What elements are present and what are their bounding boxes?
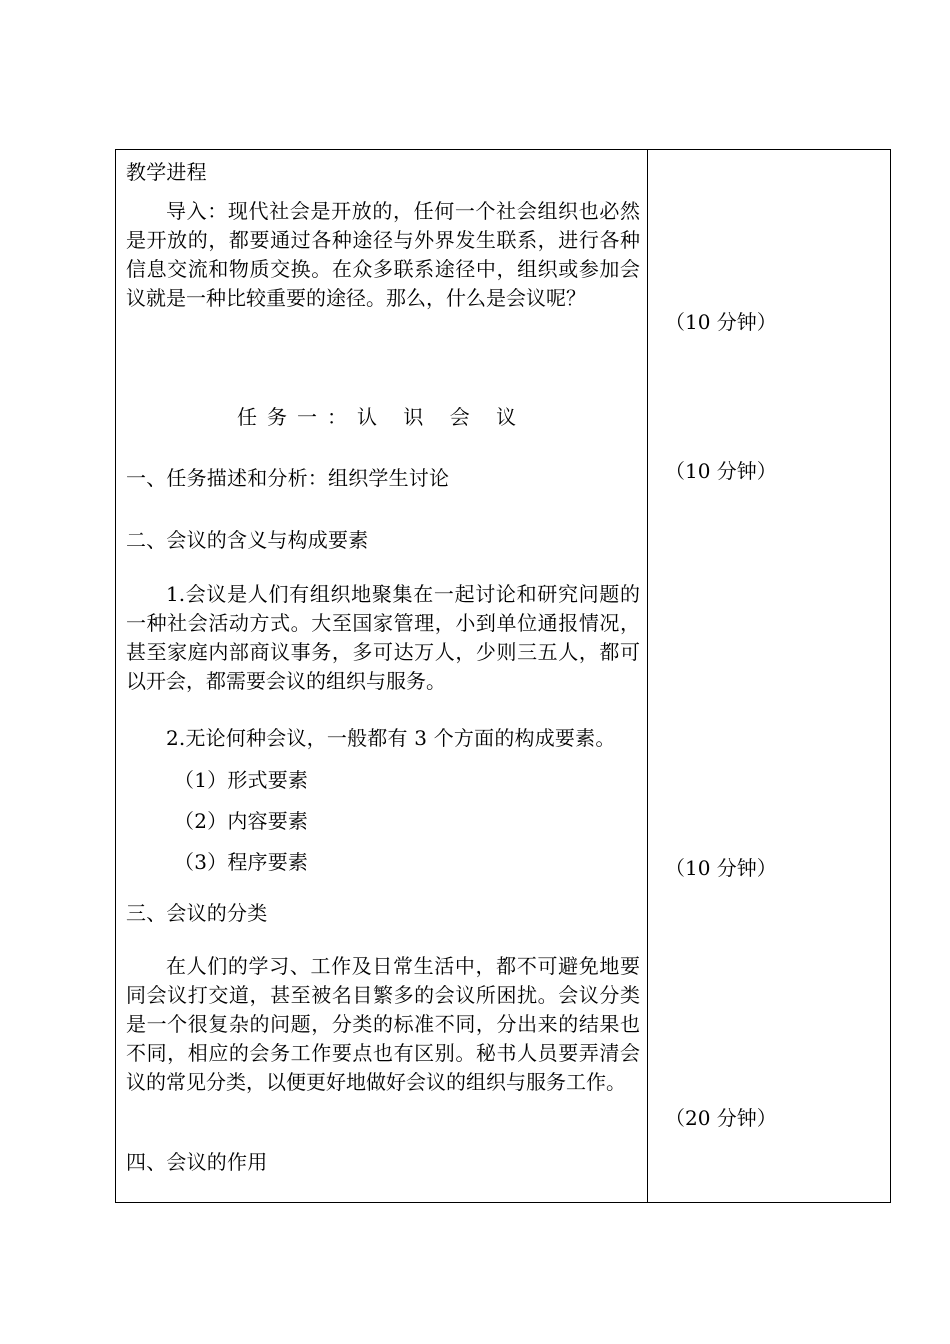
definition-paragraph: 1.会议是人们有组织地聚集在一起讨论和研究问题的一种社会活动方式。大至国家管理，小到单位通报情况，甚至家庭内部商议事务，多可达万人，少则三五人，都可以开会，都需要会议的组织与服务。 bbox=[126, 582, 640, 693]
time-allocation: （10 分钟） bbox=[665, 310, 777, 334]
element-item: （3）程序要素 bbox=[174, 850, 309, 874]
process-heading: 教学进程 bbox=[126, 160, 207, 184]
section-heading-2: 二、会议的含义与构成要素 bbox=[126, 528, 369, 552]
column-divider bbox=[647, 150, 648, 1202]
time-allocation: （20 分钟） bbox=[665, 1106, 777, 1130]
time-allocation: （10 分钟） bbox=[665, 856, 777, 880]
section-heading-1: 一、任务描述和分析：组织学生讨论 bbox=[126, 466, 450, 490]
time-allocation: （10 分钟） bbox=[665, 459, 777, 483]
section-heading-4: 四、会议的作用 bbox=[126, 1150, 268, 1174]
elements-intro: 2.无论何种会议，一般都有 3 个方面的构成要素。 bbox=[166, 726, 616, 750]
task-title: 任务一：认 识 会 议 bbox=[237, 405, 527, 429]
classification-paragraph: 在人们的学习、工作及日常生活中，都不可避免地要同会议打交道，甚至被名目繁多的会议所困扰。会议分类是一个很复杂的问题，分类的标准不同，分出来的结果也不同，相应的会务工作要点也有区别。秘书人员要弄清会议的常见分类，以便更好地做好会议的组织与服务工作。 bbox=[126, 954, 640, 1094]
element-item: （1）形式要素 bbox=[174, 768, 309, 792]
intro-paragraph: 导入：现代社会是开放的，任何一个社会组织也必然是开放的，都要通过各种途径与外界发生联系，进行各种信息交流和物质交换。在众多联系途径中，组织或参加会议就是一种比较重要的途径。那么，什么是会议呢？ bbox=[126, 199, 640, 310]
lesson-table bbox=[115, 149, 891, 1203]
element-item: （2）内容要素 bbox=[174, 809, 309, 833]
section-heading-3: 三、会议的分类 bbox=[126, 901, 268, 925]
